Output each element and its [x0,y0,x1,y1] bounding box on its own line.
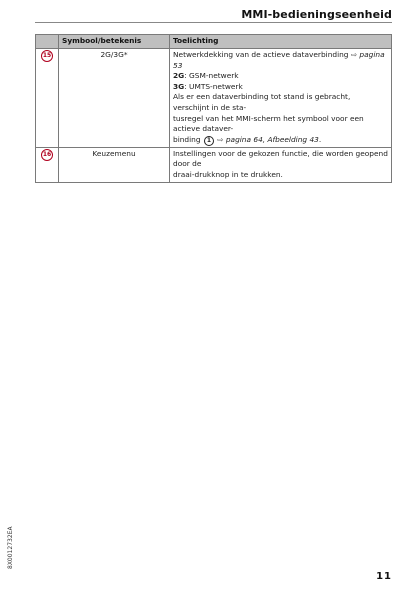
explanation-line [173,71,388,82]
network-description: : UMTS-netwerk [184,81,243,91]
column-header-explanation: Toelichting [170,35,392,49]
explanation-line: tusregel van het MMI-scherm het symbool voor een actieve dataver- [173,113,364,134]
arrow-icon: ⇨ [350,50,358,59]
header-rule [35,22,392,23]
symbol-cell: 2G/3G* [59,49,170,148]
item-number-badge: 15 [41,50,53,62]
explanation-line [173,82,388,93]
explanation-line: Als er een dataverbinding tot stand is gebracht, verschijnt in de sta- [173,92,351,112]
column-header-symbol: Symbool/betekenis [59,35,170,49]
table-header-row [36,35,392,49]
explanation-line [173,135,388,146]
document-code: 8X0012732EA [7,526,14,569]
page-number: 11 [376,571,392,582]
arrow-icon: ⇨ [217,134,224,144]
page-reference-link[interactable]: pagina 53 [173,50,385,70]
explanation-cell [170,49,392,148]
explanation-line: draai-drukknop in te drukken. [173,169,283,179]
symbol-cell: Keuzemenu [59,147,170,182]
explanation-text: binding [173,134,201,144]
explanation-text: Netwerkdekking van de actieve dataverbinding [173,50,349,59]
network-description: : GSM-netwerk [184,71,239,81]
explanation-line: Instellingen voor de gekozen functie, die worden geopend door de [173,148,388,169]
page-header-title: MMI-bedieningseenheid [241,8,392,21]
symbol-table [35,34,392,183]
table-row [36,147,392,182]
explanation-cell [170,147,392,182]
table-row [36,49,392,148]
sentence-end: . [318,134,322,144]
column-header-number [36,35,59,49]
row-number-cell [36,49,59,148]
page-reference-link[interactable]: pagina 64, Afbeelding 43 [225,134,319,144]
item-number-badge: 16 [41,149,53,161]
network-label: 3G [173,81,185,91]
network-label: 2G [173,71,185,81]
row-number-cell [36,147,59,182]
explanation-line [173,50,388,71]
reference-number-icon: 1 [204,136,214,146]
